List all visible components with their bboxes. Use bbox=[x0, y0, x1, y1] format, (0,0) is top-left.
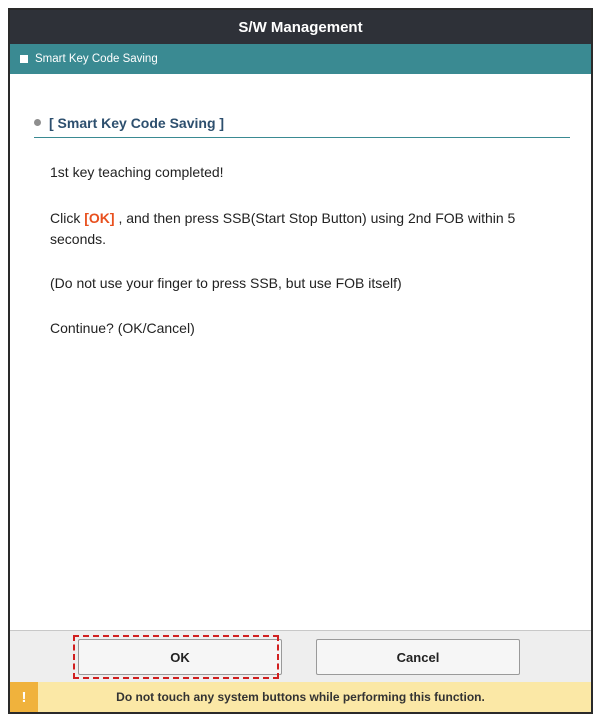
warning-bar bbox=[10, 682, 591, 712]
message-line-4: Continue? (OK/Cancel) bbox=[50, 320, 195, 336]
message-line-3: (Do not use your finger to press SSB, but use FOB itself) bbox=[50, 275, 402, 291]
warning-text: Do not touch any system buttons while performing this function. bbox=[116, 690, 485, 704]
window-title: S/W Management bbox=[238, 18, 363, 36]
ok-button[interactable]: OK bbox=[78, 639, 282, 675]
dialog-window bbox=[8, 8, 593, 714]
square-icon bbox=[20, 55, 28, 63]
section-title: [ Smart Key Code Saving ] bbox=[49, 114, 225, 131]
warning-icon: ! bbox=[10, 682, 38, 712]
ok-reference: [OK] bbox=[84, 210, 115, 226]
sub-header-label: Smart Key Code Saving bbox=[35, 53, 158, 65]
message-line-1: 1st key teaching completed! bbox=[50, 164, 224, 180]
message-line-2 bbox=[50, 208, 550, 250]
message-line-2-prefix: Click bbox=[50, 210, 85, 226]
button-bar bbox=[10, 630, 591, 682]
section-header bbox=[34, 108, 570, 138]
cancel-button[interactable]: Cancel bbox=[316, 639, 520, 675]
bullet-icon bbox=[34, 119, 41, 126]
message-line-2-suffix: , and then press SSB(Start Stop Button) using 2nd FOB within 5 seconds. bbox=[50, 210, 516, 247]
title-bar bbox=[10, 10, 591, 44]
sub-header bbox=[10, 44, 591, 74]
content-area bbox=[10, 74, 591, 630]
